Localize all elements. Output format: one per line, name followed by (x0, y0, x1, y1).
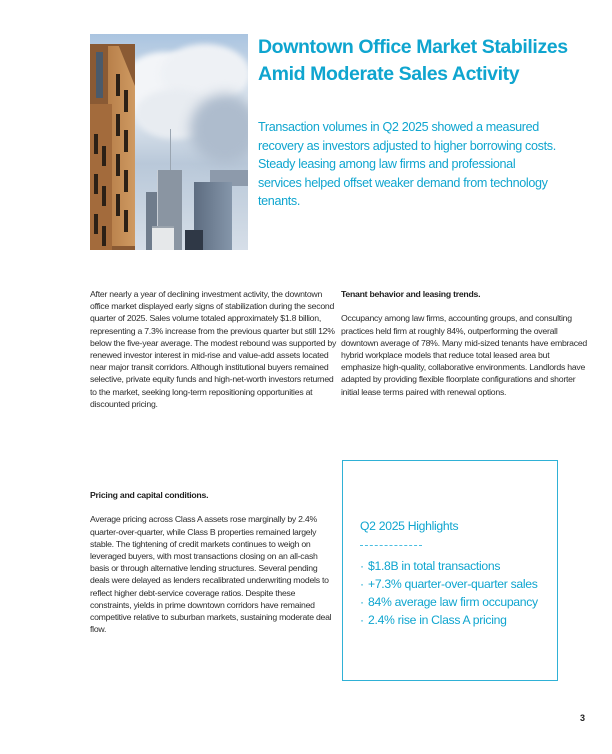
page-title (258, 34, 588, 88)
highlights-list (360, 557, 538, 629)
cloud-shadow (190, 94, 248, 164)
section-body: Average pricing across Class A assets rose marginally by 2.4% quarter-over-quarter, while Class B properties remained largely stable. The tightening of credit markets continues to weigh on leveraged buyers, with most transactions closing on an all-cash basis or through alternative lending structures. Several pending deals were delayed as lenders recalibrated underwriting models to reflect higher debt-service coverage ratios. Despite these constraints, yields in prime downtown corridors have remained competitive relative to suburban markets, sustaining moderate deal flow. (90, 514, 332, 635)
highlight-item: · 84% average law firm occupancy (360, 595, 538, 609)
low-building (152, 226, 174, 250)
window (102, 186, 106, 206)
window (116, 74, 120, 96)
window (94, 214, 98, 234)
bullet-icon: · (360, 577, 364, 591)
window (124, 170, 128, 192)
bullet-icon: · (360, 595, 364, 609)
window (116, 194, 120, 216)
highlight-item: · 2.4% rise in Class A pricing (360, 613, 507, 627)
section-tenant-behavior (341, 288, 589, 398)
window (124, 210, 128, 232)
deck-summary: Transaction volumes in Q2 2025 showed a measured recovery as investors adjusted to higher borrowing costs. Steady leasing among law firms and professional services helped offset weaker demand from technology tenants. (258, 120, 556, 208)
section-heading: Pricing and capital conditions. (90, 490, 209, 500)
window (124, 130, 128, 152)
dark-building (185, 230, 203, 250)
title-line-1: Downtown Office Market Stabilizes (258, 36, 568, 58)
window (124, 90, 128, 112)
window (94, 134, 98, 154)
window (116, 114, 120, 136)
section-body: After nearly a year of declining investment activity, the downtown office market displayed early signs of stabilization during the second quarter of 2025. Sales volume totaled approximately $1.8 billion, representing a 7.3% increase from the previous quarter but still 12% below the five-year average. The modest rebound was supported by renewed investor interest in mid-rise and value-add assets located near major transit corridors. Although institutional buyers remained selective, private equity funds and high-net-worth investors returned to the market, seeking long-term repositioning opportunities at discounted pricing. (90, 289, 337, 409)
highlights-divider (360, 545, 422, 546)
section-market-overview (90, 288, 338, 410)
hero-image (90, 34, 248, 250)
window (96, 52, 103, 98)
section-body: Occupancy among law firms, accounting groups, and consulting practices held firm at roughly 84%, outperforming the overall downtown average of 78%. Many mid-sized tenants have embraced hybrid workplace models that reduce total leased area but emphasize high-quality, collaborative environments. Landlords have adapted by providing flexible floorplate configurations and shorter initial lease terms paired with renewal options. (341, 313, 588, 397)
window (102, 226, 106, 246)
title-line-2: Amid Moderate Sales Activity (258, 63, 520, 85)
highlight-item: · $1.8B in total transactions (360, 559, 501, 573)
highlight-item: · +7.3% quarter-over-quarter sales (360, 577, 538, 591)
window (102, 146, 106, 166)
highlights-title: Q2 2025 Highlights (360, 519, 459, 533)
window (94, 174, 98, 194)
bullet-icon: · (360, 613, 364, 627)
brick-building-side (108, 46, 135, 246)
window (116, 154, 120, 176)
highlights-box (342, 460, 558, 681)
section-pricing-capital (90, 489, 338, 635)
page-number: 3 (580, 713, 586, 723)
tower-spire (170, 129, 171, 171)
section-heading: Tenant behavior and leasing trends. (341, 289, 481, 299)
bullet-icon: · (360, 559, 364, 573)
